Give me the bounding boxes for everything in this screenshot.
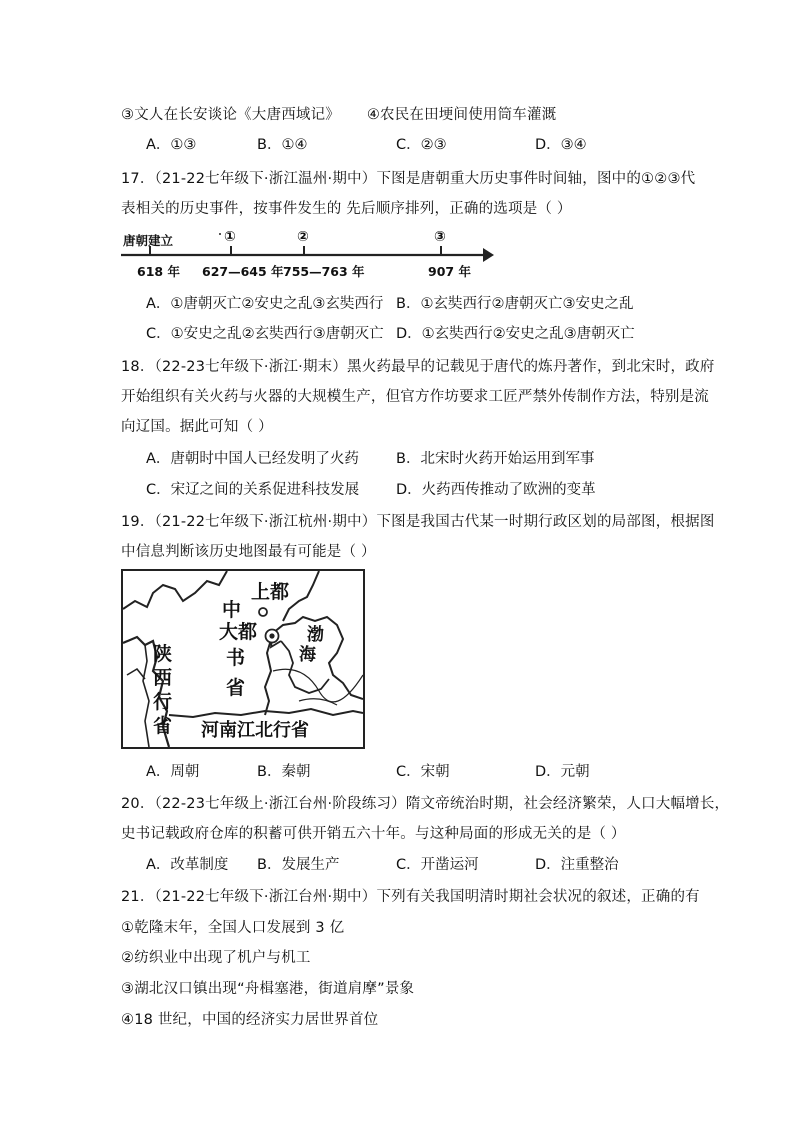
- timeline-start-label: 唐朝建立: [123, 233, 174, 248]
- timeline-marker-3: ③: [434, 229, 446, 245]
- q16-items-line: [121, 103, 556, 124]
- q20-option-a[interactable]: A．改革制度: [146, 857, 229, 873]
- q20-option-d[interactable]: D．注重整治: [535, 857, 619, 873]
- q21-item-4: ④18 世纪，中国的经济实力居世界首位: [121, 1012, 379, 1028]
- map-label-zhong: 中: [222, 599, 242, 621]
- q18-stem-line2: 开始组织有关火药与火器的大规模生产，但官方作坊要求工匠严禁外传制作方法，特别是流: [121, 389, 709, 405]
- q20-stem-line1: 20．（22-23七年级上·浙江台州·阶段练习）隋文帝统治时期，社会经济繁荣，人口大幅增长，: [121, 796, 730, 812]
- map-label-shaanxi-2: 西: [153, 667, 173, 689]
- q16-option-b[interactable]: B．①④: [257, 137, 308, 153]
- q18-stem-line1: 18．（22-23七年级下·浙江·期末）黑火药最早的记载见于唐代的炼丹著作，到北宋时，政府: [121, 359, 715, 375]
- q19-option-a[interactable]: A．周朝: [146, 764, 200, 780]
- q16-item-3: ③文人在长安谈论《大唐西域记》: [121, 107, 340, 123]
- map-label-hai: 海: [299, 645, 316, 665]
- q21-item-2: ②纺织业中出现了机户与机工: [121, 950, 311, 966]
- map-label-shangdu: 上都: [251, 581, 290, 603]
- q17-option-b[interactable]: B．①玄奘西行②唐朝灭亡③安史之乱: [396, 296, 634, 312]
- q19-option-b[interactable]: B．秦朝: [257, 764, 311, 780]
- map-label-shu: 书: [226, 647, 246, 669]
- timeline-marker-2: ②: [297, 229, 309, 245]
- q18-stem-line3: 向辽国。据此可知（ ）: [121, 419, 273, 435]
- q21-item-1: ①乾隆末年，全国人口发展到 3 亿: [121, 920, 345, 936]
- map-label-sheng: 省: [226, 677, 246, 699]
- map-label-shaanxi-1: 陕: [153, 643, 173, 665]
- q19-option-d[interactable]: D．元朝: [535, 764, 590, 780]
- map-label-bo: 渤: [307, 625, 324, 645]
- q16-option-d[interactable]: D．③④: [535, 137, 587, 153]
- q19-stem-line1: 19．（21-22七年级下·浙江杭州·期中）下图是我国古代某一时期行政区划的局部图，根据图: [121, 514, 715, 530]
- q16-option-c[interactable]: C．②③: [396, 137, 447, 153]
- timeline-date-627-645: 627—645 年: [202, 264, 284, 279]
- q18-option-b[interactable]: B．北宋时火药开始运用到军事: [396, 451, 595, 467]
- historical-map: [121, 569, 365, 749]
- q18-option-c[interactable]: C．宋辽之间的关系促进科技发展: [146, 482, 360, 498]
- map-label-dadu: 大都: [219, 621, 258, 643]
- q20-option-b[interactable]: B．发展生产: [257, 857, 340, 873]
- q17-stem-line2: 表相关的历史事件，按事件发生的 先后顺序排列，正确的选项是（ ）: [121, 201, 572, 217]
- q17-option-c[interactable]: C．①安史之乱②玄奘西行③唐朝灭亡: [146, 326, 384, 342]
- q21-item-3: ③湖北汉口镇出现“舟楫塞港，街道肩摩”景象: [121, 981, 415, 997]
- timeline-date-618: 618 年: [137, 264, 180, 279]
- q16-item-4: ④农民在田埂间使用筒车灌溉: [366, 107, 557, 123]
- q16-option-a[interactable]: A．①③: [146, 137, 197, 153]
- q19-option-c[interactable]: C．宋朝: [396, 764, 450, 780]
- q18-option-a[interactable]: A．唐朝时中国人已经发明了火药: [146, 451, 359, 467]
- q20-stem-line2: 史书记载政府仓库的积蓄可供开销五六十年。与这种局面的形成无关的是（ ）: [121, 826, 626, 842]
- timeline-marker-1: ①: [224, 229, 236, 245]
- map-label-henan: 河南江北行省: [201, 720, 309, 741]
- q19-stem-line2: 中信息判断该历史地图最有可能是（ ）: [121, 544, 376, 560]
- q17-option-d[interactable]: D．①玄奘西行②安史之乱③唐朝灭亡: [396, 326, 635, 342]
- q21-stem-line1: 21．（21-22七年级下·浙江台州·期中）下列有关我国明清时期社会状况的叙述，正确的有: [121, 889, 700, 905]
- q18-option-d[interactable]: D．火药西传推动了欧洲的变革: [396, 482, 596, 498]
- q17-stem-line1: 17．（21-22七年级下·浙江温州·期中）下图是唐朝重大历史事件时间轴，图中的①②③代: [121, 171, 696, 187]
- timeline-date-907: 907 年: [428, 264, 471, 279]
- map-label-shaanxi-3: 行: [153, 691, 173, 713]
- q20-option-c[interactable]: C．开凿运河: [396, 857, 479, 873]
- map-label-shaanxi-4: 省: [153, 715, 173, 737]
- q17-option-a[interactable]: A．①唐朝灭亡②安史之乱③玄奘西行: [146, 296, 384, 312]
- timeline-date-755-763: 755—763 年: [283, 264, 365, 279]
